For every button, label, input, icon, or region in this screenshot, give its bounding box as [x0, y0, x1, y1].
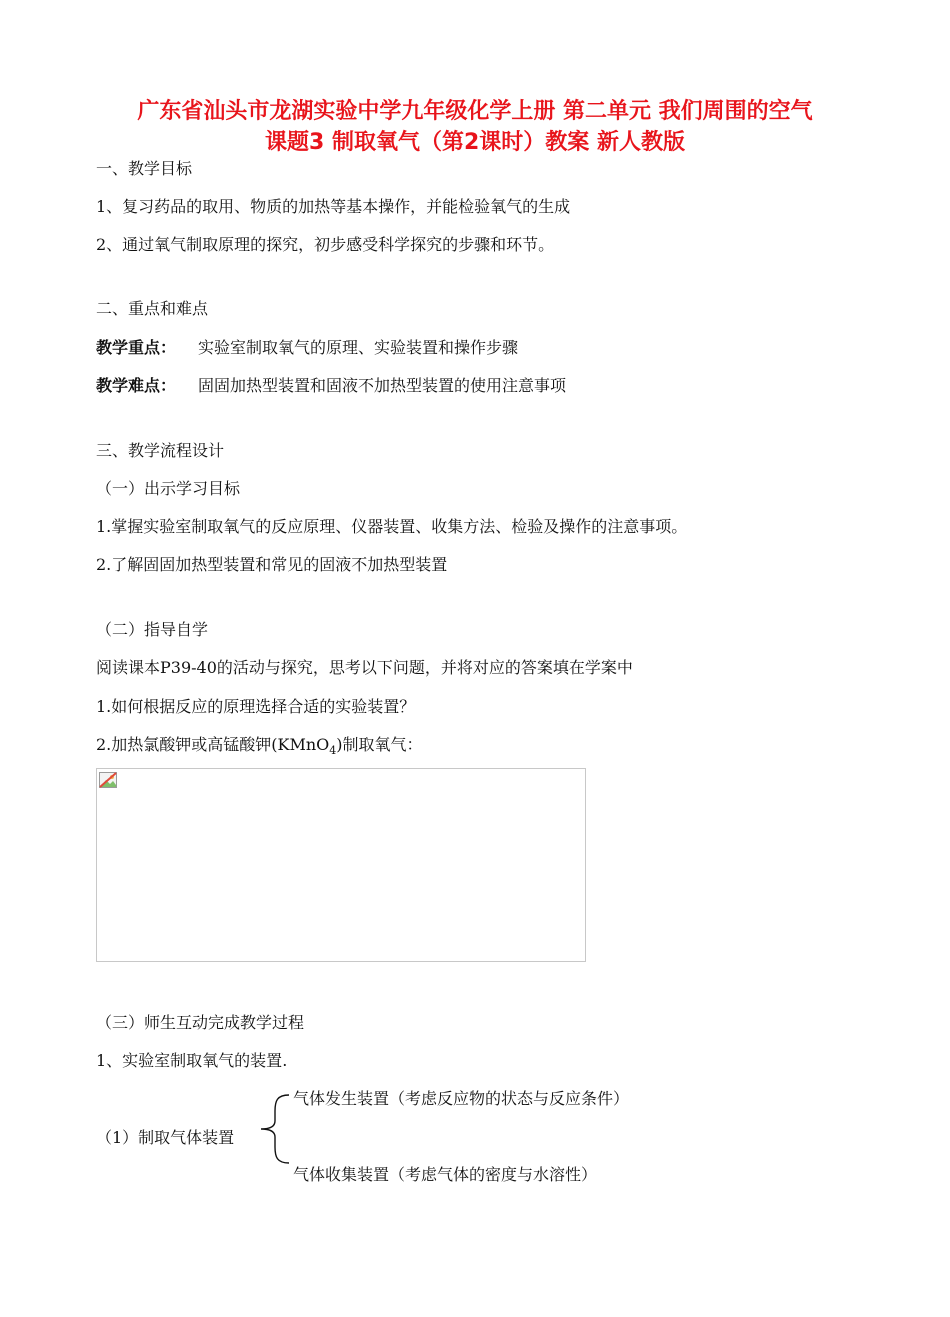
broken-image-icon [99, 772, 117, 788]
subscript-4: 4 [329, 744, 337, 758]
branch-top-text: 气体发生装置（考虑反应物的状态与反应条件） [293, 1089, 630, 1108]
subsection2-heading: （二）指导自学 [96, 620, 209, 639]
section3-heading: 三、教学流程设计 [96, 441, 225, 460]
question-1: 1.如何根据反应的原理选择合适的实验装置？ [96, 697, 416, 716]
apparatus-item-text: 1、实验室制取氧气的装置 [96, 1051, 283, 1070]
subsection3-heading: （三）师生互动完成教学过程 [96, 1013, 305, 1032]
question-2-end: )制取氧气： [336, 735, 423, 754]
key-point-text: 实验室制取氧气的原理、实验装置和操作步骤 [198, 338, 519, 357]
document-title-line1: 广东省汕头市龙湖实验中学九年级化学上册 第二单元 我们周围的空气 [137, 99, 813, 124]
goal-item-1: 1.掌握实验室制取氧气的反应原理、仪器装置、收集方法、检验及操作的注意事项。 [96, 517, 688, 536]
apparatus-item-mark: . [282, 1051, 288, 1070]
self-study-intro: 阅读课本P39-40的活动与探究，思考以下问题，并将对应的答案填在学案中 [96, 658, 633, 677]
apparatus-item [96, 1050, 287, 1072]
subsection1-heading: （一）出示学习目标 [96, 479, 241, 498]
section1-heading: 一、教学目标 [96, 159, 193, 178]
image-placeholder [96, 768, 586, 962]
difficulty-text: 固固加热型装置和固液不加热型装置的使用注意事项 [198, 376, 567, 395]
objective-item-2: 2、通过氧气制取原理的探究，初步感受科学探究的步骤和环节。 [96, 235, 555, 254]
curly-brace-icon [255, 1093, 291, 1165]
question-2 [96, 734, 423, 762]
difficulty-row [96, 375, 566, 397]
goal-item-2: 2.了解固固加热型装置和常见的固液不加热型装置 [96, 555, 448, 574]
key-point-label: 教学重点： [96, 338, 177, 357]
difficulty-label: 教学难点： [96, 376, 177, 395]
document-title-line2: 课题3 制取氧气（第2课时）教案 新人教版 [265, 130, 685, 155]
key-point-row [96, 337, 518, 359]
section2-heading: 二、重点和难点 [96, 299, 209, 318]
question-2-start: 2.加热氯酸钾或高锰酸钾(KMnO [96, 735, 330, 754]
branch-bottom-text: 气体收集装置（考虑气体的密度与水溶性） [293, 1165, 598, 1184]
branch-label: （1）制取气体装置 [96, 1128, 235, 1147]
objective-item-1: 1、复习药品的取用、物质的加热等基本操作，并能检验氧气的生成 [96, 197, 571, 216]
